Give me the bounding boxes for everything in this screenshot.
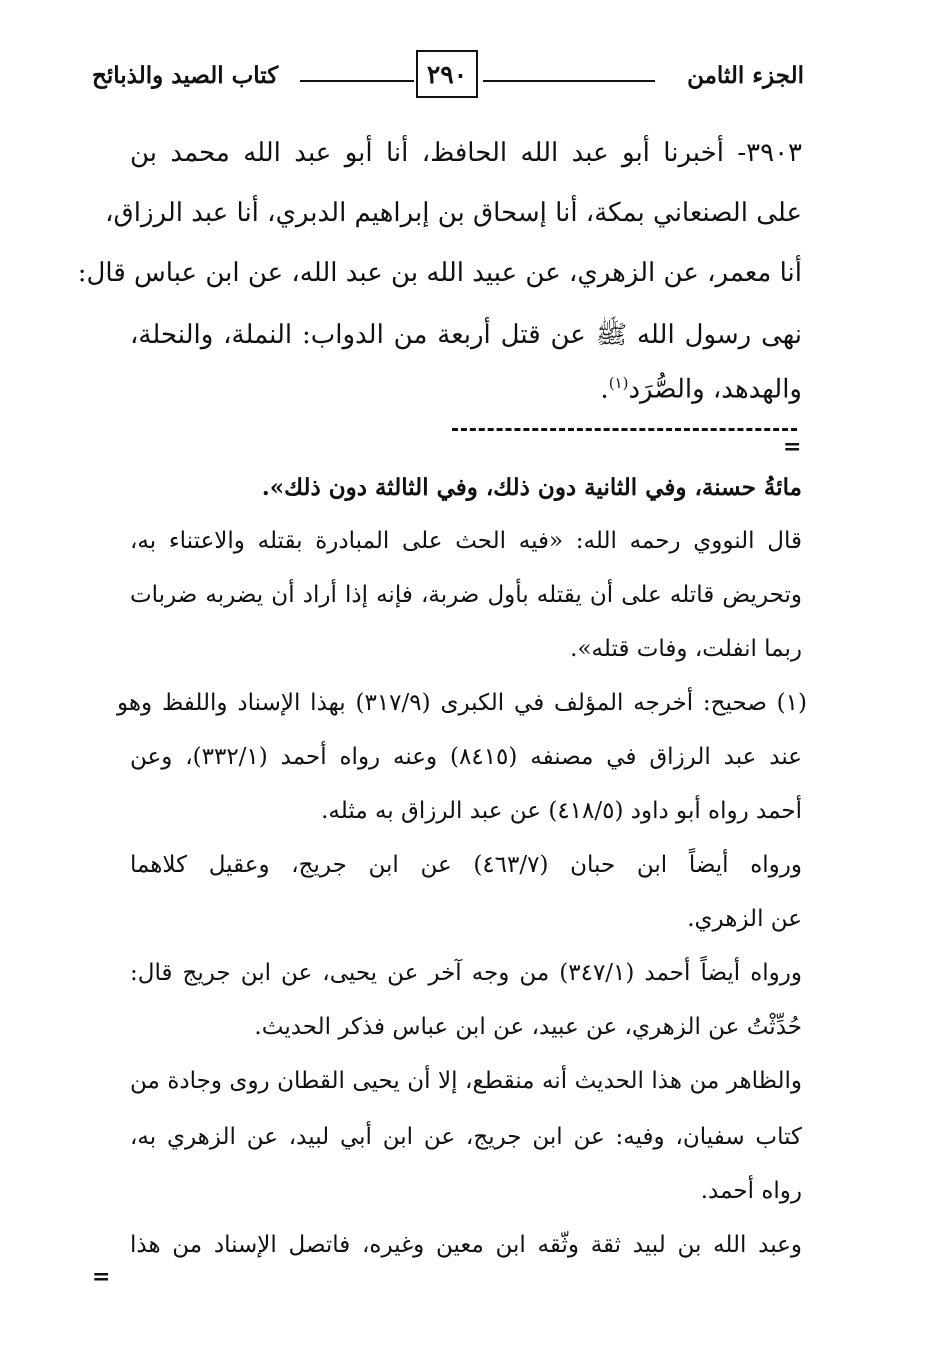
footnote-line-11: حُدِّثْتُ عن الزهري، عن عبيد، عن ابن عباس فذكر الحديث. [254, 1014, 802, 1040]
footnote-line-8: ورواه أيضاً ابن حبان (٤٦٣/٧) عن ابن جريج، وعقيل كلاهما [130, 852, 802, 878]
footnote-line-6: عند عبد الرزاق في مصنفه (٨٤١٥) وعنه رواه أحمد (٣٣٢/١)، وعن [130, 744, 802, 770]
continuation-mark-top: = [783, 434, 802, 460]
footnote-line-15: وعبد الله بن لبيد ثقة وثّقه ابن معين وغيره، فاتصل الإسناد من هذا [130, 1232, 802, 1258]
footnote-line-9: عن الزهري. [687, 906, 802, 932]
main-text-line-5-suffix: . [600, 374, 609, 405]
footnote-line-12: والظاهر من هذا الحديث أنه منقطع، إلا أن يحيى القطان روى وجادة من [130, 1068, 802, 1094]
main-text-line-2: على الصنعاني بمكة، أنا إسحاق بن إبراهيم الدبري، أنا عبد الرزاق، [105, 198, 802, 228]
main-text-line-4: نهى رسول الله ﷺ عن قتل أربعة من الدواب: النملة، والنحلة، [130, 320, 802, 350]
header-volume: الجزء الثامن [687, 62, 804, 89]
header-rule-left [300, 80, 414, 82]
header-rule-right [483, 80, 655, 82]
main-text-line-5-text: والهدهد، والصُّرَد [628, 374, 802, 405]
footnote-separator [452, 428, 797, 431]
footnote-line-4: ربما انفلت، وفات قتله». [570, 636, 802, 662]
page-number: ٢٩٠ [426, 59, 468, 89]
footnote-line-1: مائةُ حسنة، وفي الثانية دون ذلك، وفي الثالثة دون ذلك». [261, 474, 802, 501]
footnote-line-14: رواه أحمد. [700, 1178, 802, 1204]
continuation-mark-bottom: = [92, 1264, 111, 1290]
main-text-line-5 [130, 374, 802, 405]
page-number-box [416, 50, 478, 98]
footnote-line-10: ورواه أيضاً أحمد (٣٤٧/١) من وجه آخر عن يحيى، عن ابن جريج قال: [130, 960, 802, 986]
footnote-line-3: وتحريض قاتله على أن يقتله بأول ضربة، فإنه إذا أراد أن يضربه ضربات [130, 582, 802, 608]
footnote-marker: (١) [608, 374, 629, 392]
footnote-line-5: (١) صحيح: أخرجه المؤلف في الكبرى (٣١٧/٩) بهذا الإسناد واللفظ وهو [117, 690, 807, 716]
header-book-title: كتاب الصيد والذبائح [92, 62, 279, 89]
main-text-line-1: ٣٩٠٣- أخبرنا أبو عبد الله الحافظ، أنا أبو عبد الله محمد بن [130, 138, 802, 168]
footnote-line-2: قال النووي رحمه الله: «فيه الحث على المبادرة بقتله والاعتناء به، [130, 528, 802, 554]
footnote-line-13: كتاب سفيان، وفيه: عن ابن جريج، عن ابن أبي لبيد، عن الزهري به، [130, 1124, 802, 1150]
main-text-line-3: أنا معمر، عن الزهري، عن عبيد الله بن عبد الله، عن ابن عباس قال: [77, 258, 802, 288]
footnote-line-7: أحمد رواه أبو داود (٤١٨/٥) عن عبد الرزاق به مثله. [321, 798, 802, 824]
